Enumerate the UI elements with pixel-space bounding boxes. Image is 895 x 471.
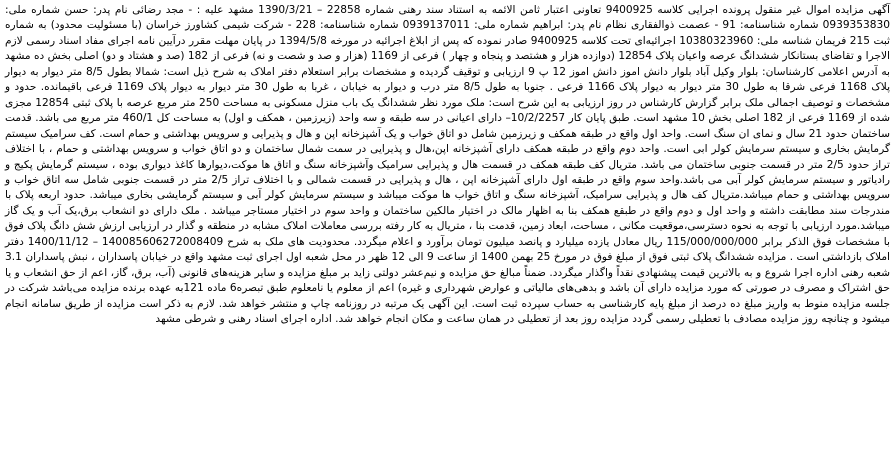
auction-notice-text: آگهی مزایده اموال غیر منقول پرونده اجرایی کلاسه 9400925 تعاونی اعتبار ثامن الائمه به استناد سند رهنی شماره 22858 – 1390/3/21 مشهد علیه : - مجد رضائی نام پدر: حسن شماره ملی: 0939353830 شماره شناسنامه: 91 - عصمت ذوالفقاری نظام نام پدر: ابراهیم شماره ملی: 0939137011 شماره شناسنامه: 228 - شرکت شیمی کشاورز خراسان (با مسئولیت محدود) به شماره ثبت 215 فریمان شناسه ملی: 10380323960 اجرائیه‌ای تحت کلاسه 9400925 صادر نموده که پس از ابلاغ اجرائیه در مورخه 1394/5/8 در پایان مهلت مقرر درآیین نامه اجرای مفاد اسناد رسمی لازم الاجرا و تقاضای بستانکار ششدانگ عرصه واعیان پلاک 12854 (دوازده هزار و هشتصد و پنجاه و چهار ) فرعی از 1169 (هزار و صد و شصت و نه) فرعی از 182 (صد و هشتاد و دو) اصلی بخش ده مشهد به آدرس اعلامی کارشناسان: بلوار وکیل آباد بلوار دانش اموز دانش اموز 12 پ 9 ارزیابی و توقیف گردیده و مشخصات برابر استعلام دفتر املاک به شرح ذیل است: شمالا بطول 8/5 متر دیوار به دیوار پلاک 1168 فرعی شرقا به طول 30 متر دیوار به دیوار پلاک 1166 فرعی . جنوبا به طول 8/5 متر درب و دیوار به خیابان ، غربا به طول 30 متر دیوار به دیوار پلاک 1169 فرعی باقیمانده. حدود و مشخصات و توصیف اجمالی ملک برابر گزارش کارشناس در روز ارزیابی به این شرح است: ملک مورد نظر ششدانگ یک باب منزل مسکونی به مساحت 250 متر مربع عرصه با پلاک ثبتی 12854 مجزی شده از 1169 فرعی از 182 اصلی بخش 10 مشهد است. طبق پایان کار 10/2/2257– دارای اعیانی در سه طبقه و سه واحد (زیرزمین ، همکف و اول) به مساحت کل 460/1 متر مربع می باشد. قدمت ساختمان حدود 21 سال و نمای ان سنگ است. واحد اول واقع در طبقه همکف و زیرزمین شامل دو اتاق خواب و یک آشپزخانه اپن و هال و پذیرایی و سرویس بهداشتی و حمام است. کف سرامیک سیستم گرمایش بخاری و سیستم سرمایش کولر ابی است. واحد دوم واقع در طبقه همکف دارای آشپزخانه اپن،هال و پذیرایی در سمت شمال ساختمان و دو اتاق خواب و سرویس بهداشتی و حمام ، با اختلاف تراز حدود 2/5 متر در قسمت جنوبی ساختمان می باشد. متریال کف طبقه همکف در قسمت هال و پذیرایی سرامیک وآشپزخانه سنگ و اتاق ها موکت،دیوارها کاغذ دیواری بوده ، سیستم گرمایش پکیج و رادیاتور و سیستم سرمایش کولر آبی می باشد.واحد سوم واقع در طبقه اول دارای آشپزخانه اپن ، هال و پذیرایی در قسمت شمالی و با اختلاف تراز 2/5 متر در قسمت جنوبی شامل سه اتاق خواب و سرویس بهداشتی و حمام میباشد.متریال کف هال و پذیرایی سرامیک، آشپزخانه سنگ و اتاق خواب ها موکت میباشد و سیستم سرمایش کولر آبی و سیستم گرمایشی بخاری میباشد. حدود اربعه پلاک با مندرجات سند مطابقت داشته و واحد اول و دوم واقع در طبقع همکف بنا به اظهار مالک در اختیار مالکین ساختمان و واحد سوم در اختیار مستاجر میباشد . ملک دارای دو انشعاب برق،یک آب و یک گاز میباشد.مورد ارزیابی با توجه به نحوه دسترسی،موقعیت مکانی ، مساحت، ابعاد زمین، قدمت بنا ، متریال به کار رفته بررسی معاملات املاک مشابه در منطقه و گذار در ارزیابی ارزش شش دانگ پلاک فوق با مشخصات فوق الذکر برابر 115/000/000/000 ریال معادل یازده میلیارد و پانصد میلیون تومان برآورد و اعلام میگردد. محدودیت های ملک به شرح 140085606272008409 – 1400/11/12 دفتر املاک بازداشتی است . مزایده ششدانگ پلاک ثبتی فوق از مبلغ فوق در مورخ 25 بهمن 1400 از ساعت 9 الی 12 ظهر در محل شعبه اول اجرای ثبت مشهد واقع در خیابان پاسداران ، نبش پاسداران 3.1 شعبه رهنی اداره اجرا شروع و به بالاترین قیمت پیشنهادی نقداً واگذار میگردد. ضمناً مبالغ حق مزایده و نیم‌عشر دولتی زاید بر مبلغ مزایده و سایر هزینه‌های قانونی (آب، برق، گاز، اعم از حق انشعاب و یا حق اشتراک و مصرف در صورتی که مورد مزایده دارای آن باشد و بدهی‌های مالیاتی و عوارض شهرداری و غیره) اعم از معلوم یا نامعلوم طبق تبصره6 ماده 121به عهده برنده مزایده می‌باشد شرکت در جلسه مزایده منوط به واریز مبلغ ده درصد از مبلغ پایه کارشناسی به حساب سپرده ثبت است. این آگهی یک مرتبه در روزنامه چاپ و منتشر خواهد شد. لازم به ذکر است مزایده از طریق سامانه انجام میشود و چنانچه روز مزایده مصادف با تعطیلی رسمی گردد مزایده روز بعد از تعطیلی در همان ساعت و مکان انجام خواهد شد. اداره اجرای اسناد رهنی و شرطی مشهد <box>5 4 891 326</box>
